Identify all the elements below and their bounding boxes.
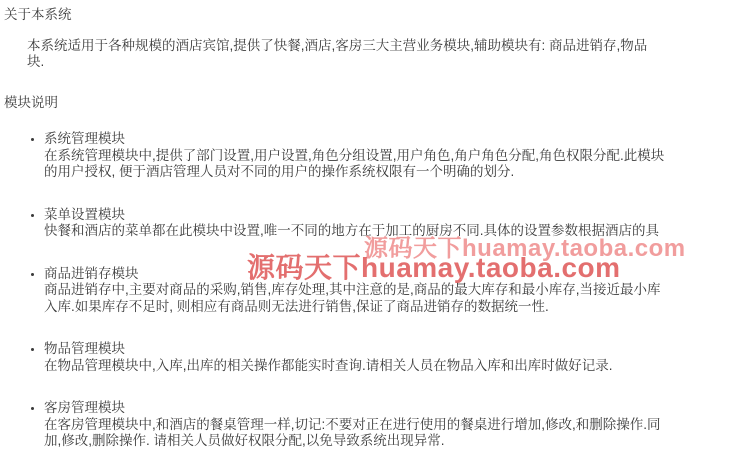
about-heading: 关于本系统	[4, 7, 72, 22]
module-title: • 系统管理模块	[44, 131, 125, 146]
module-title: • 商品进销存模块	[44, 265, 139, 281]
modules-heading: 模块说明	[4, 94, 58, 110]
watermark-upper: 源码天下huamay.taoba.com	[364, 235, 686, 262]
module-text-line: 在物品管理模块中,入库,出库的相关操作都能实时查询.请相关人员在物品入库和出库时做好记录.	[44, 357, 613, 373]
module-item-goods	[44, 341, 750, 374]
module-text-line: 在客房管理模块中,和酒店的餐桌管理一样,切记:不要对正在进行使用的餐桌进行增加,修改,和删除操作.同	[44, 416, 661, 432]
module-list	[0, 131, 750, 450]
module-text-line: 在系统管理模块中,提供了部门设置,用户设置,角色分组设置,用户角色,角户角色分配,角色权限分配.此模块	[44, 147, 665, 163]
module-text-line: 入库.如果库存不足时, 则相应有商品则无法进行销售,保证了商品进销存的数据统一性.	[44, 298, 549, 314]
module-text-line: 快餐和酒店的菜单都在此模块中设置,唯一不同的地方在于加工的厨房不同.具体的设置参数根据酒店的具	[44, 223, 660, 238]
module-text-line: 的用户授权, 便于酒店管理人员对不同的用户的操作系统权限有一个明确的划分.	[44, 164, 515, 179]
module-item-menu	[44, 207, 750, 240]
module-text-line: 加,修改,删除操作. 请相关人员做好权限分配,以免导致系统出现异常.	[44, 433, 445, 448]
about-paragraph	[27, 38, 750, 71]
module-title: • 菜单设置模块	[44, 206, 125, 222]
module-item-rooms	[44, 400, 750, 450]
module-item-system	[44, 131, 750, 181]
about-paragraph-line: 块.	[27, 54, 45, 69]
module-item-inventory	[44, 266, 750, 316]
module-title: • 物品管理模块	[44, 341, 125, 356]
about-paragraph-line: 本系统适用于各种规模的酒店宾馆,提供了快餐,酒店,客房三大主营业务模块,辅助模块有: 商品进销存,物品	[27, 37, 648, 53]
watermark-lower: 源码天下huamay.taoba.com	[247, 252, 621, 283]
module-text-line: 商品进销存中,主要对商品的采购,销售,库存处理,其中注意的是,商品的最大库存和最小库存,当接近最小库	[44, 282, 661, 297]
module-title: • 客房管理模块	[44, 400, 125, 415]
